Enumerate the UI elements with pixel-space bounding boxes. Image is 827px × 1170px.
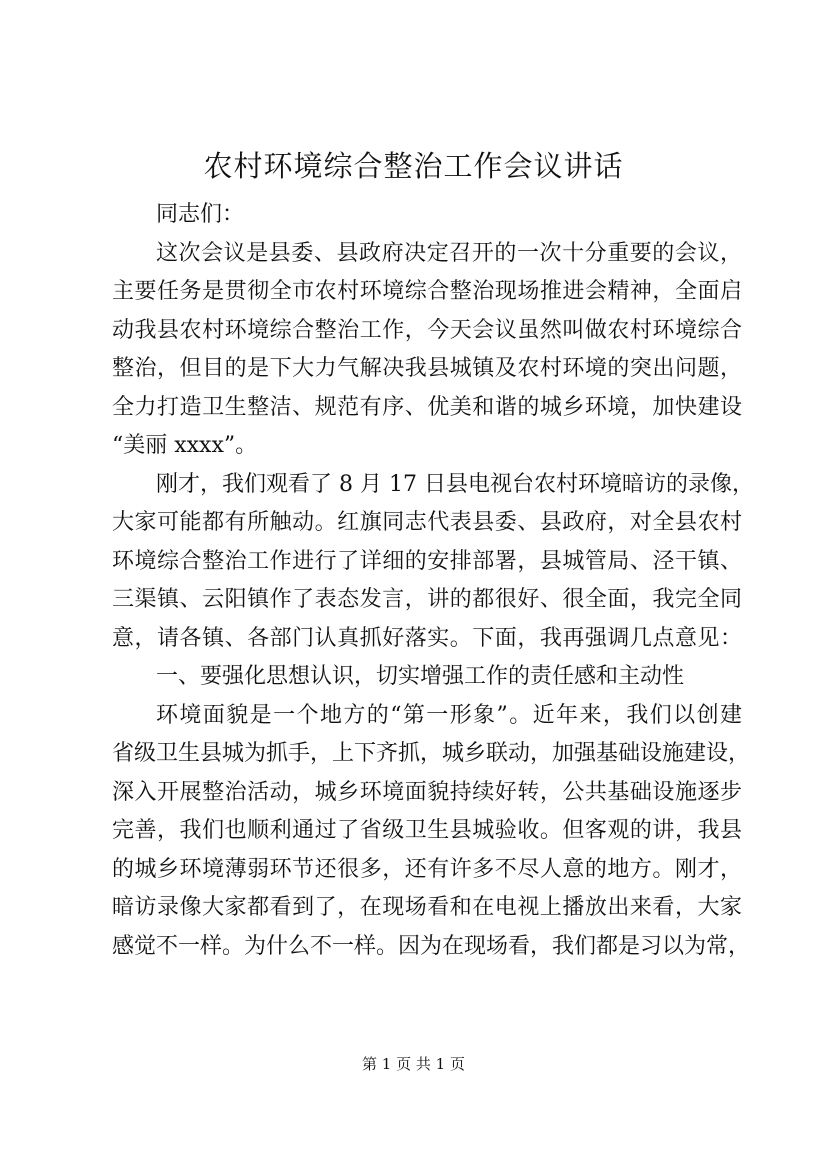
paragraph-line: 整治，但目的是下大力气解决我县城镇及农村环境的突出问题， — [112, 356, 742, 381]
document-title: 农村环境综合整治工作会议讲话 — [203, 149, 624, 183]
paragraph-line: 这次会议是县委、县政府决定召开的一次十分重要的会议， — [156, 240, 742, 266]
paragraph-line: 动我县农村环境综合整治工作，今天会议虽然叫做农村环境综合 — [112, 317, 742, 343]
salutation-line: 同志们： — [156, 202, 245, 227]
paragraph-line: 大家可能都有所触动。红旗同志代表县委、县政府，对全县农村 — [112, 510, 742, 535]
paragraph-line: 环境综合整治工作进行了详细的安排部署，县城管局、泾干镇、 — [112, 548, 742, 574]
paragraph-line: 暗访录像大家都看到了，在现场看和在电视上播放出来看，大家 — [112, 895, 742, 920]
paragraph-line: “美丽 xxxx”。 — [112, 433, 258, 458]
paragraph-line: 完善，我们也顺利通过了省级卫生县城验收。但客观的讲，我县 — [112, 818, 742, 843]
paragraph-line: 的城乡环境薄弱环节还很多，还有许多不尽人意的地方。刚才， — [112, 856, 742, 882]
paragraph-line: 感觉不一样。为什么不一样。因为在现场看，我们都是习以为常， — [112, 933, 751, 959]
page-number-footer: 第 1 页 共 1 页 — [362, 1055, 465, 1073]
paragraph-line: 刚才，我们观看了 8 月 17 日县电视台农村环境暗访的录像， — [156, 471, 754, 497]
document-body — [112, 196, 754, 966]
paragraph-line: 深入开展整治活动，城乡环境面貌持续好转，公共基础设施逐步 — [112, 779, 742, 805]
paragraph-line: 环境面貌是一个地方的“第一形象”。近年来，我们以创建 — [156, 702, 742, 728]
paragraph-line: 省级卫生县城为抓手，上下齐抓，城乡联动，加强基础设施建设， — [112, 741, 751, 766]
paragraph-line: 全力打造卫生整洁、规范有序、优美和谐的城乡环境，加快建设 — [112, 394, 742, 420]
section-heading: 一、要强化思想认识，切实增强工作的责任感和主动性 — [156, 664, 685, 689]
paragraph-line: 三渠镇、云阳镇作了表态发言，讲的都很好、很全面，我完全同 — [112, 587, 742, 612]
paragraph-line: 主要任务是贯彻全市农村环境综合整治现场推进会精神，全面启 — [112, 279, 742, 304]
paragraph-line: 意，请各镇、各部门认真抓好落实。下面，我再强调几点意见： — [112, 625, 742, 651]
